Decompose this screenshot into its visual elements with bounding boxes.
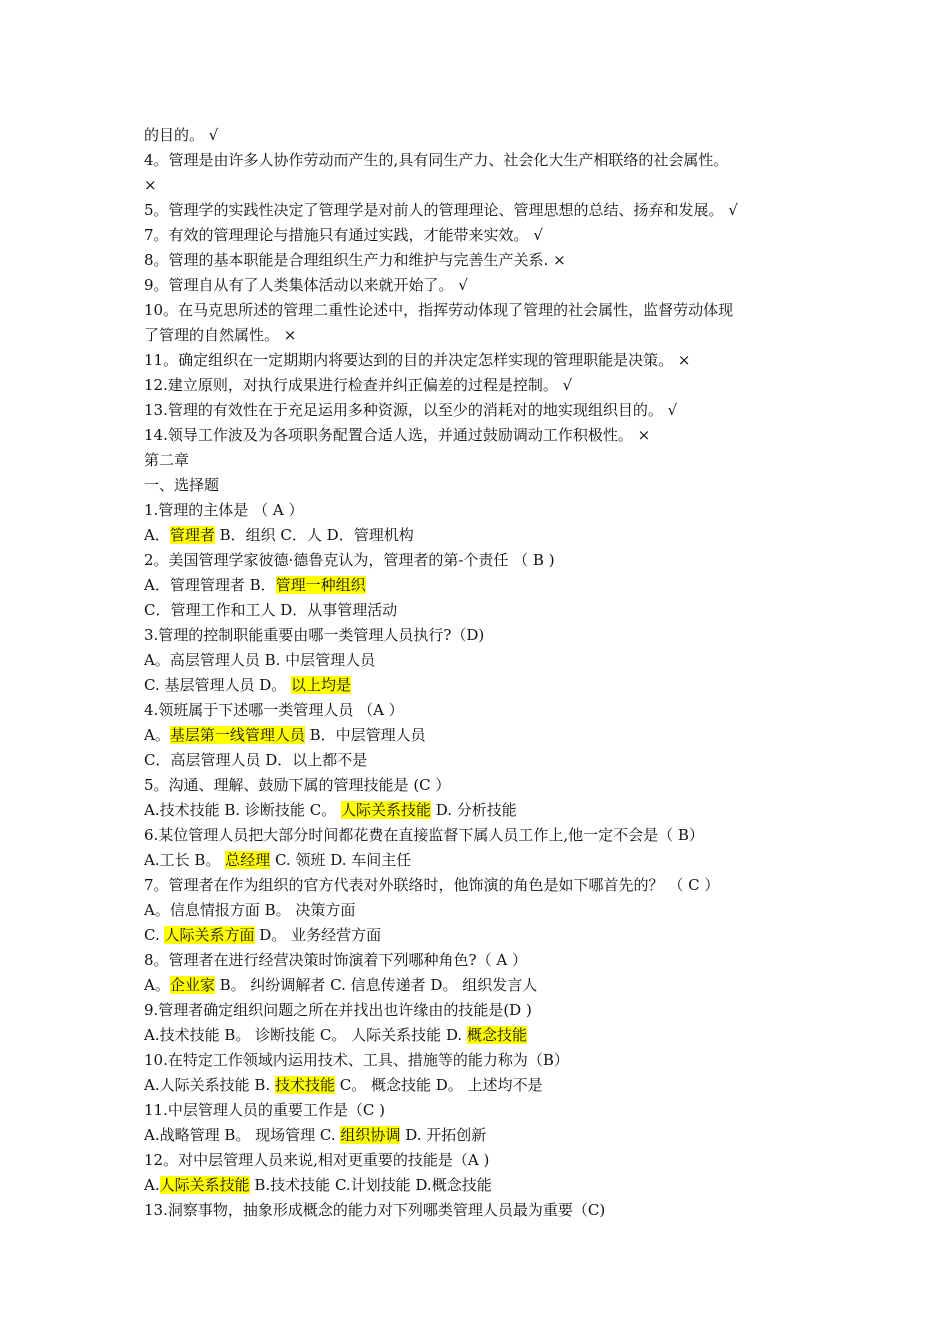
text-segment: 12。对中层管理人员来说,相对更重要的技能是（A ) bbox=[144, 1151, 490, 1169]
highlighted-answer: 总经理 bbox=[225, 851, 271, 869]
text-segment: A。 bbox=[144, 726, 170, 744]
document-body bbox=[144, 123, 816, 1223]
text-line bbox=[144, 573, 816, 598]
text-line bbox=[144, 223, 816, 248]
text-segment: C。 概念技能 D。 上述均不是 bbox=[334, 1076, 543, 1094]
text-segment: 7。管理者在作为组织的官方代表对外联络时，他饰演的角色是如下哪首先的？ （ C ） bbox=[144, 876, 720, 894]
text-line bbox=[144, 323, 816, 348]
text-segment: A.工长 B。 bbox=[144, 851, 226, 869]
text-segment: 9.管理者确定组织问题之所在并找出也许缘由的技能是(D ) bbox=[144, 1001, 532, 1019]
text-segment: 9。管理自从有了人类集体活动以来就开始了。 √ bbox=[144, 276, 468, 294]
text-segment: 1.管理的主体是 （ A ） bbox=[144, 501, 304, 519]
highlighted-answer: 技术技能 bbox=[274, 1076, 335, 1094]
text-segment: 6.某位管理人员把大部分时间都花费在直接监督下属人员工作上,他一定不会是（ B） bbox=[144, 826, 704, 844]
text-segment: A。信息情报方面 B。 决策方面 bbox=[144, 901, 356, 919]
text-line bbox=[144, 148, 816, 173]
highlighted-answer: 以上均是 bbox=[291, 676, 352, 694]
text-line bbox=[144, 473, 816, 498]
text-segment: B．组织 C．人 D．管理机构 bbox=[214, 526, 414, 544]
highlighted-answer: 组织协调 bbox=[340, 1126, 401, 1144]
text-segment: 14.领导工作波及为各项职务配置合适人选，并通过鼓励调动工作积极性。 × bbox=[144, 426, 651, 444]
text-segment: 4.领班属于下述哪一类管理人员 （A ） bbox=[144, 701, 404, 719]
text-line bbox=[144, 673, 816, 698]
text-line bbox=[144, 1048, 816, 1073]
text-segment: C. 基层管理人员 D。 bbox=[144, 676, 292, 694]
text-line bbox=[144, 1123, 816, 1148]
text-segment: 13.洞察事物，抽象形成概念的能力对下列哪类管理人员最为重要（C) bbox=[144, 1201, 606, 1219]
highlighted-answer: 管理者 bbox=[169, 526, 215, 544]
text-line bbox=[144, 798, 816, 823]
text-line bbox=[144, 423, 816, 448]
text-line bbox=[144, 698, 816, 723]
text-segment: 4。管理是由许多人协作劳动而产生的,具有同生产力、社会化大生产相联络的社会属性。 bbox=[144, 151, 729, 169]
text-segment: 11。确定组织在一定期期内将要达到的目的并决定怎样实现的管理职能是决策。 × bbox=[144, 351, 691, 369]
text-line bbox=[144, 548, 816, 573]
text-segment: D. 分析技能 bbox=[430, 801, 517, 819]
text-line bbox=[144, 298, 816, 323]
text-segment: C. bbox=[144, 926, 165, 944]
text-line bbox=[144, 748, 816, 773]
highlighted-answer: 企业家 bbox=[169, 976, 215, 994]
text-line bbox=[144, 998, 816, 1023]
text-line bbox=[144, 723, 816, 748]
highlighted-answer: 人际关系技能 bbox=[340, 801, 431, 819]
text-line bbox=[144, 598, 816, 623]
text-line bbox=[144, 498, 816, 523]
text-line bbox=[144, 773, 816, 798]
text-line bbox=[144, 873, 816, 898]
text-segment: 5。沟通、理解、鼓励下属的管理技能是 (C ） bbox=[144, 776, 451, 794]
text-segment: 一、选择题 bbox=[144, 476, 220, 494]
text-line bbox=[144, 648, 816, 673]
text-line bbox=[144, 198, 816, 223]
text-segment: B。 纠纷调解者 C. 信息传递者 D。 组织发言人 bbox=[214, 976, 538, 994]
text-segment: 12.建立原则，对执行成果进行检查并纠正偏差的过程是控制。 √ bbox=[144, 376, 573, 394]
text-line bbox=[144, 123, 816, 148]
text-segment: B.技术技能 C.计划技能 D.概念技能 bbox=[249, 1176, 492, 1194]
text-segment: B．中层管理人员 bbox=[304, 726, 426, 744]
text-segment: 8。管理者在进行经营决策时饰演着下列哪种角色?（ A ） bbox=[144, 951, 527, 969]
text-segment: × bbox=[144, 176, 157, 194]
text-line bbox=[144, 523, 816, 548]
text-line bbox=[144, 973, 816, 998]
text-line bbox=[144, 823, 816, 848]
text-segment: 7。有效的管理理论与措施只有通过实践，才能带来实效。 √ bbox=[144, 226, 543, 244]
text-segment: C．管理工作和工人 D．从事管理活动 bbox=[144, 601, 398, 619]
text-segment: 第二章 bbox=[144, 451, 190, 469]
text-segment: A.技术技能 B. 诊断技能 C。 bbox=[144, 801, 341, 819]
text-segment: 11.中层管理人员的重要工作是（C ) bbox=[144, 1101, 385, 1119]
text-segment: A.技术技能 B。 诊断技能 C。 人际关系技能 D. bbox=[144, 1026, 467, 1044]
text-segment: A。 bbox=[144, 976, 170, 994]
highlighted-answer: 概念技能 bbox=[466, 1026, 527, 1044]
text-line bbox=[144, 948, 816, 973]
text-line bbox=[144, 373, 816, 398]
text-line bbox=[144, 348, 816, 373]
text-segment: 3.管理的控制职能重要由哪一类管理人员执行?（D) bbox=[144, 626, 485, 644]
highlighted-answer: 管理一种组织 bbox=[275, 576, 366, 594]
text-line bbox=[144, 448, 816, 473]
highlighted-answer: 基层第一线管理人员 bbox=[169, 726, 305, 744]
text-segment: D. 开拓创新 bbox=[400, 1126, 487, 1144]
text-segment: 10.在特定工作领域内运用技术、工具、措施等的能力称为（B） bbox=[144, 1051, 569, 1069]
text-segment: A．管理管理者 B． bbox=[144, 576, 276, 594]
text-segment: 的目的。 √ bbox=[144, 126, 219, 144]
text-line bbox=[144, 273, 816, 298]
text-line bbox=[144, 1023, 816, 1048]
highlighted-answer: 人际关系方面 bbox=[164, 926, 255, 944]
text-segment: 8。管理的基本职能是合理组织生产力和维护与完善生产关系. × bbox=[144, 251, 566, 269]
text-line bbox=[144, 1098, 816, 1123]
text-segment: A。高层管理人员 B. 中层管理人员 bbox=[144, 651, 376, 669]
highlighted-answer: 人际关系技能 bbox=[159, 1176, 250, 1194]
text-line bbox=[144, 173, 816, 198]
text-segment: D。 业务经营方面 bbox=[254, 926, 382, 944]
text-segment: C. 领班 D. 车间主任 bbox=[270, 851, 412, 869]
text-line bbox=[144, 623, 816, 648]
text-segment: A.战略管理 B。 现场管理 C. bbox=[144, 1126, 341, 1144]
text-segment: 2。美国管理学家彼德·德鲁克认为，管理者的第-个责任 （ B ) bbox=[144, 551, 555, 569]
text-line bbox=[144, 248, 816, 273]
text-line bbox=[144, 898, 816, 923]
text-line bbox=[144, 1148, 816, 1173]
text-segment: A. bbox=[144, 1176, 160, 1194]
text-line bbox=[144, 1173, 816, 1198]
text-line bbox=[144, 1073, 816, 1098]
text-segment: A． bbox=[144, 526, 170, 544]
text-segment: 13.管理的有效性在于充足运用多种资源，以至少的消耗对的地实现组织目的。 √ bbox=[144, 401, 678, 419]
text-line bbox=[144, 398, 816, 423]
text-segment: C．高层管理人员 D．以上都不是 bbox=[144, 751, 368, 769]
text-segment: 了管理的自然属性。 × bbox=[144, 326, 297, 344]
text-line bbox=[144, 1198, 816, 1223]
text-line bbox=[144, 848, 816, 873]
text-segment: A.人际关系技能 B. bbox=[144, 1076, 275, 1094]
text-segment: 10。在马克思所述的管理二重性论述中，指挥劳动体现了管理的社会属性，监督劳动体现 bbox=[144, 301, 734, 319]
text-segment: 5。管理学的实践性决定了管理学是对前人的管理理论、管理思想的总结、扬弃和发展。 √ bbox=[144, 201, 738, 219]
text-line bbox=[144, 923, 816, 948]
